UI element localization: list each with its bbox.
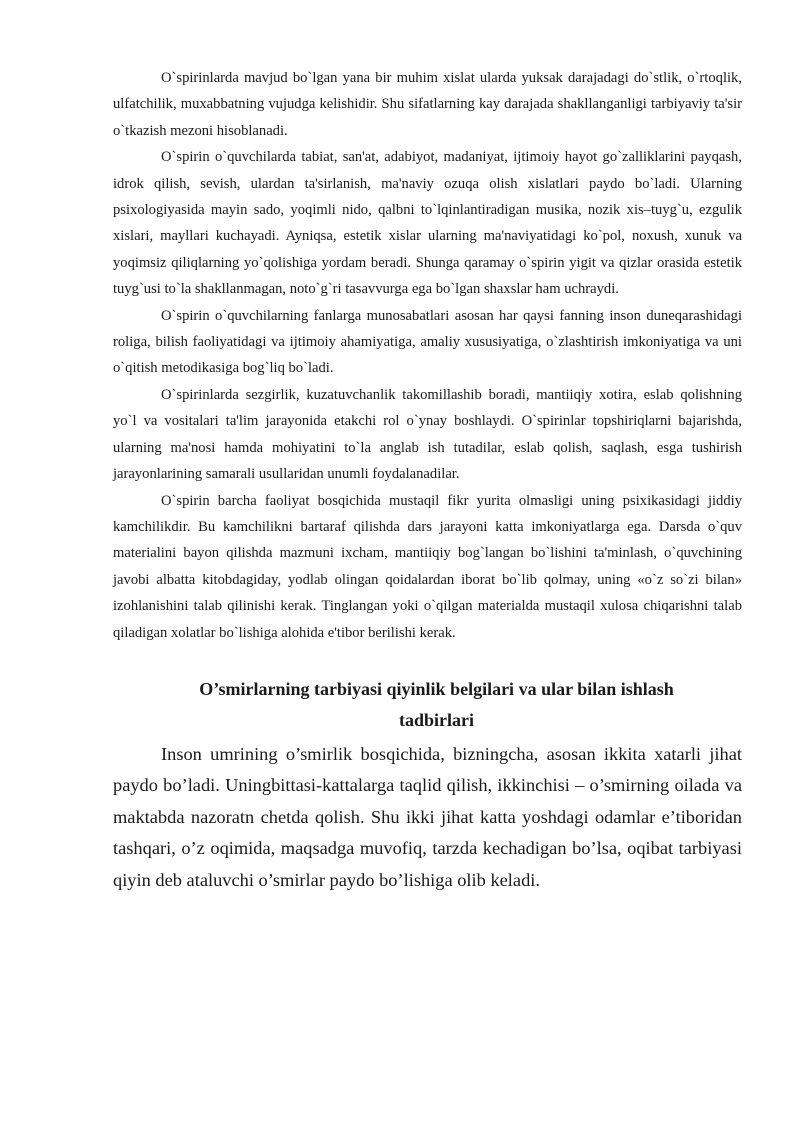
document-page [113,65,742,896]
section-heading: O’smirlarning tarbiyasi qiyinlik belgilari va ular bilan ishlash tadbirlari [199,678,674,730]
paragraph-subjects: O`spirin o`quvchilarning fanlarga munosabatlari asosan har qaysi fanning inson duneqarashidagi roliga, bilish faoliyatidagi va ijtimoiy ahamiyatiga, amaliy xususiyatiga, o`zlashtirish imkoniyatiga va uni o`qitish metodikasiga bog`liq bo`ladi. [113,307,742,377]
paragraph-friendship: O`spirinlarda mavjud bo`lgan yana bir muhim xislat ularda yuksak darajadagi do`stlik, o`rtoqlik, ulfatchilik, muxabbatning vujudga kelishidir. Shu sifatlarning kay darajada shakllanganligi tarbiyaviy ta'sir o`tkazish mezoni hisoblanadi. [113,70,742,139]
paragraph-memory: O`spirinlarda sezgirlik, kuzatuvchanlik takomillashib boradi, mantiiqiy xotira, eslab qolishning yo`l va vositalari ta'lim jarayonida etakchi rol o`ynay boshlaydi. O`spirinlar topshiriqlarni bajarishda, ularning ma'nosi hamda mohiyatini to`la anglab ish tutadilar, eslab qolish, saqlash, esga tushirish jarayonlarining samarali usullaridan unumli foydalanadilar. [113,386,742,483]
paragraph-independent-thinking: O`spirin barcha faoliyat bosqichida mustaqil fikr yurita olmasligi uning psixikasidagi jiddiy kamchilikdir. Bu kamchilikni bartaraf qilishda dars jarayoni katta imkoniyatlarga ega. Darsda o`quv materialini bayon qilishda mazmuni ixcham, mantiiqiy bog`langan bo`lishini ta'minlash, o`quvchining javobi albatta kitobdagiday, yodlab olingan qoidalardan iborat bo`lib qolmay, uning «o`z so`zi bilan» izohlanishini talab qilinishi kerak. Tinglangan yoki o`qilgan materialda mustaqil xulosa chiqarishni talab qiladigan xolatlar bo`lishiga alohida e'tibor berilishi kerak. [113,492,742,641]
section-body-paragraph: Inson umrining o’smirlik bosqichida, bizningcha, asosan ikkita xatarli jihat paydo bo’ladi. Uningbittasi-kattalarga taqlid qilish, ikkinchisi – o’smirning oilada va maktabda nazoratn chetda qolish. Shu ikki jihat katta yoshdagi odamlar e’tiboridan tashqari, o’z oqimida, maqsadga muvofiq, tarzda kechadigan bo’lsa, oqibat tarbiyasi qiyin deb ataluvchi o’smirlar paydo bo’lishiga olib keladi. [113,743,742,890]
paragraph-aesthetics: O`spirin o`quvchilarda tabiat, san'at, adabiyot, madaniyat, ijtimoiy hayot go`zalliklarini payqash, idrok qilish, sevish, ulardan ta'sirlanish, ma'naviy ozuqa olish xislatlari paydo bo`ladi. Ularning psixologiyasida mayin sado, yoqimli nido, qalbni to`lqinlantiradigan musika, nozik xis–tuyg`u, ezgulik xislari, mayllari kuchayadi. Ayniqsa, estetik xislar ularning ma'naviyatidagi ko`pol, noxush, xunuk va yoqimsiz qiliqlarning yo`qolishiga yordam beradi. Shunga qaramay o`spirin yigit va qizlar orasida estetik tuyg`usi to`la shakllanmagan, noto`g`ri tasavvurga ega bo`lgan shaxslar ham uchraydi. [113,149,742,298]
